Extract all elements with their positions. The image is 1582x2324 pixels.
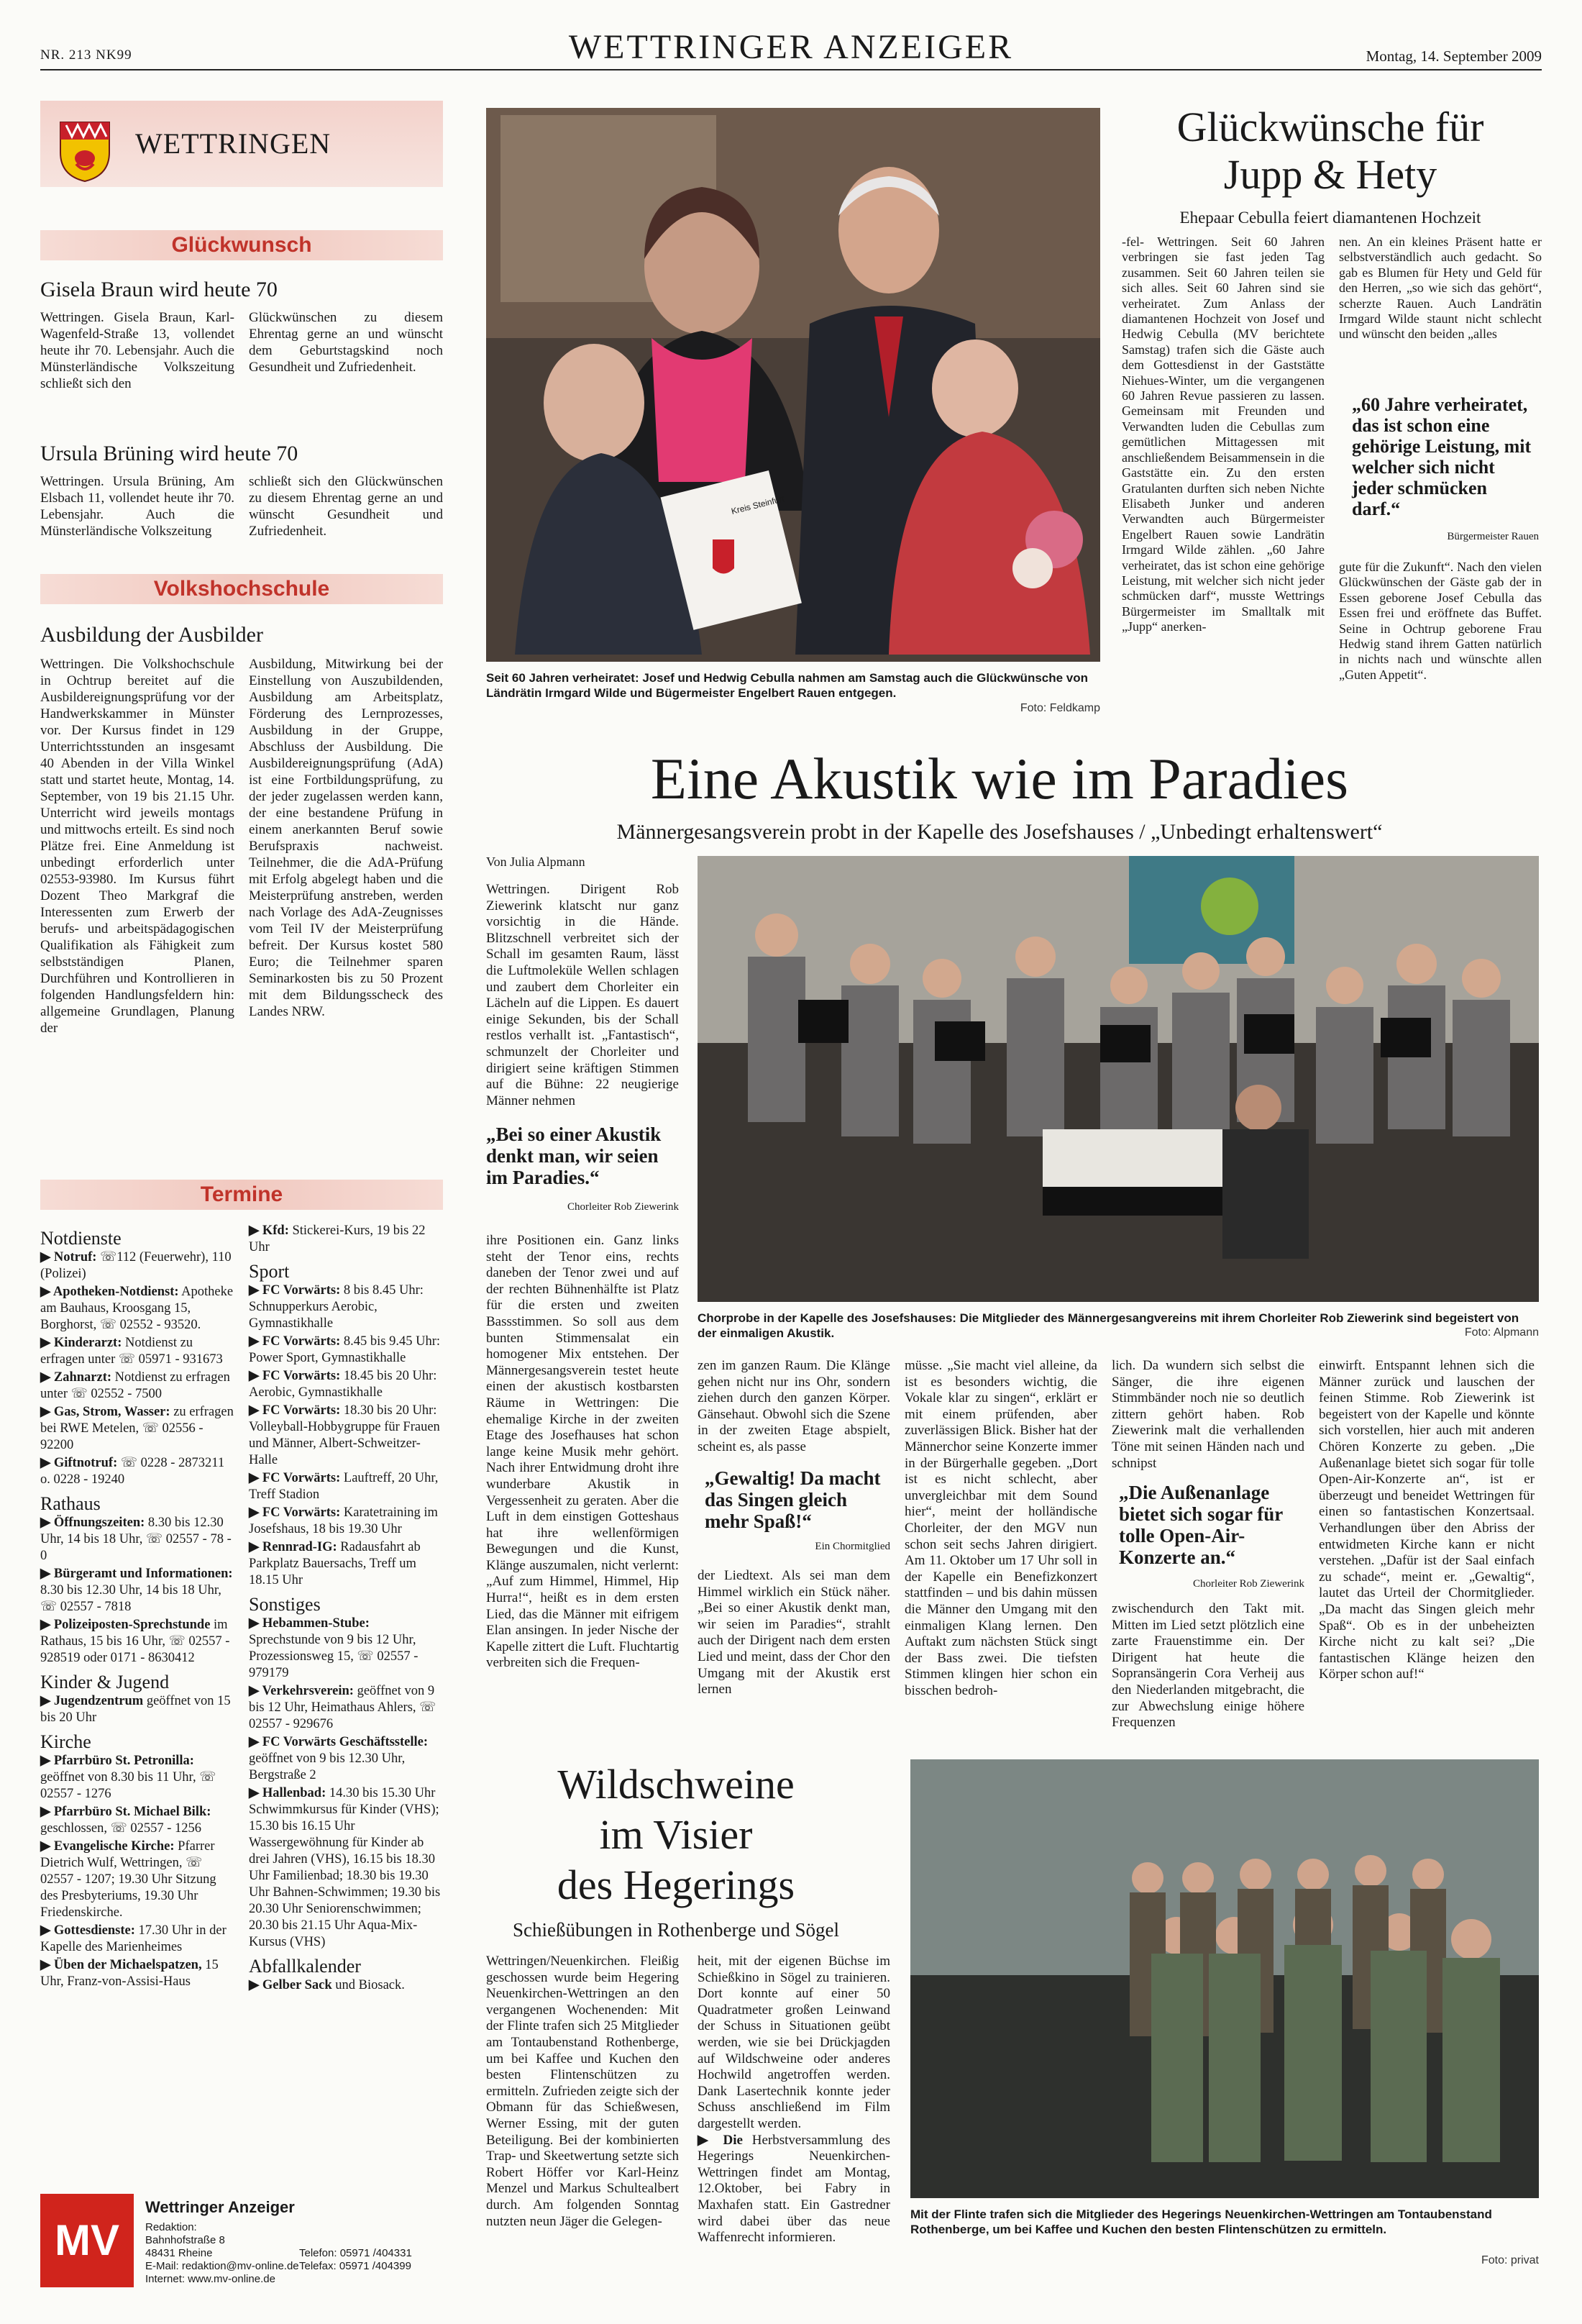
masthead-rule	[40, 69, 1542, 70]
termine-entry-text: Sprechstunde von 9 bis 12 Uhr, Prozessionsweg 15, ☏ 02557 - 979179	[249, 1633, 419, 1680]
termine-entry-text: Karatetraining im Josefshaus, 18 bis 19.30 Uhr	[249, 1505, 438, 1536]
vhs-headline: Ausbildung der Ausbilder	[40, 623, 263, 647]
anniversary-text-col2a: nen. An ein kleines Präsent hatte er selbstverständlich auch gedacht. So gab es Blumen für Hety und Geld für den Herren, „so wie sich das gehört“, scherzte Rauen. Auch Landrätin Irmgard Wilde staunt nicht schlecht und wünscht den beiden „alles	[1339, 234, 1542, 342]
termine-heading: Kirche	[40, 1731, 91, 1752]
choir-caption-text: Chorprobe in der Kapelle des Josefshauses: Die Mitglieder des Männergesangvereins mit ihrem Chorleiter Rob Ziewerink sind begeistert von der einmaligen Akustik.	[698, 1311, 1519, 1340]
termine-entry-label: ▶ Rennrad-IG:	[249, 1540, 337, 1554]
address-line: Bahnhofstraße 8	[145, 2234, 225, 2246]
termine-entry	[249, 1282, 443, 1332]
fax-number: Telefax: 05971 /404399	[299, 2260, 411, 2272]
termine-entry-text: geöffnet von 9 bis 12.30 Uhr, Bergstraße 2	[249, 1751, 406, 1782]
akustik-quote-1: „Bei so einer Akustik denkt man, wir seien im Paradies.“	[486, 1124, 662, 1188]
termine-entry-text: im Rathaus, 15 bis 16 Uhr, ☏ 02557 - 928519 oder 0171 - 8630412	[40, 1618, 230, 1665]
termine-entry-text: 8 bis 8.45 Uhr: Schnupperkurs Aerobic, Gymnastikhalle	[249, 1283, 424, 1331]
termine-entry-label: ▶ Kfd:	[249, 1223, 289, 1238]
town-header	[40, 101, 443, 187]
hegering-bullet: ▶ Die	[698, 2132, 743, 2148]
termine-entry	[249, 1539, 443, 1589]
termine-entry	[249, 1223, 443, 1256]
termine-entry-text: Stickerei-Kurs, 19 bis 22 Uhr	[249, 1223, 426, 1254]
termine-entry-label: ▶ Polizeiposten-Sprechstunde	[40, 1618, 211, 1632]
publisher-contact	[299, 2247, 412, 2273]
termine-entry-label: ▶ Pfarrbüro St. Petronilla:	[40, 1754, 194, 1768]
termine-entry	[40, 1455, 234, 1488]
birthday-text-1b: Glückwünschen zu diesem Ehrentag gerne an und wünscht dem Geburtstagskind noch Gesundheit und Zufriedenheit.	[249, 310, 443, 375]
issue-number: NR. 213 NK99	[40, 47, 132, 63]
termine-entry	[40, 1957, 234, 1990]
termine-entry	[40, 1284, 234, 1334]
termine-entry-label: ▶ Bürgeramt und Informationen:	[40, 1567, 233, 1581]
termine-entry-label: ▶ FC Vorwärts Geschäftsstelle:	[249, 1735, 429, 1749]
termine-entry-text: Apotheke am Bauhaus, Kroosgang 15, Borghorst, ☏ 02552 - 93520.	[40, 1285, 234, 1332]
hegering-text-col2	[698, 1954, 890, 2246]
termine-entry-text: Pfarrer Dietrich Wulf, Wettringen, ☏ 02557 - 1207; 19.30 Uhr Sitzung des Presbyteriums, 19.30 Uhr Friedenskirche.	[40, 1839, 216, 1920]
termine-entry-text: ☏ 0228 - 2873211 o. 0228 - 19240	[40, 1456, 225, 1487]
akustik-text-col4b: zwischendurch den Takt mit. Mitten im Lied setzt plötzlich eine zarte Frauenstimme ein. Der Dirigent hat heute die Sopransängerin Cora Verheij aus den Niederlanden mitgebracht, die zur Abwechslung einige höhere Frequenzen	[1112, 1601, 1304, 1731]
termine-entry-text: und Biosack.	[332, 1978, 405, 1992]
termine-entry	[249, 1977, 443, 1994]
termine-entry-label: ▶ FC Vorwärts:	[249, 1471, 341, 1485]
hegering-headline-line2: im Visier	[599, 1811, 753, 1858]
termine-entry	[40, 1838, 234, 1921]
hegering-headline	[460, 1759, 892, 1910]
akustik-subtitle: Männergesangsverein probt in der Kapelle des Josefshauses / „Unbedingt erhaltenswert“	[616, 820, 1383, 844]
paper-name: WETTRINGER ANZEIGER	[568, 28, 1014, 66]
publisher-address	[145, 2221, 299, 2286]
termine-heading: Sport	[249, 1261, 290, 1282]
mv-logo: MV	[40, 2194, 134, 2287]
termine-entry-label: ▶ Üben der Michaelspatzen,	[40, 1958, 202, 1972]
termine-entry	[249, 1470, 443, 1503]
termine-entry-label: ▶ Notruf:	[40, 1250, 97, 1264]
anniversary-text-col2b: gute für die Zukunft“. Nach den vielen Glückwünschen der Gäste gab der in Essen geborene Josef Cebulla das Essen frei und eröffnete das Buffet. Seine in Ochtrup geborene Frau Hedwig stand ihrem Gatten natürlich in nichts nach und wünschte allen „Guten Appetit“.	[1339, 560, 1542, 682]
termine-entry-text: geschlossen, ☏ 02557 - 1256	[40, 1821, 202, 1836]
termine-entry	[40, 1404, 234, 1454]
certificate-label: Kreis Steinfurt	[730, 493, 785, 516]
termine-entry-label: ▶ FC Vorwärts:	[249, 1403, 341, 1418]
termine-entry-label: ▶ Hebammen-Stube:	[249, 1616, 370, 1631]
termine-entry	[249, 1785, 443, 1951]
hegering-caption-text: Mit der Flinte trafen sich die Mitglieder des Hegerings Neuenkirchen-Wettringen am Tontaubenstand Rothenberge, um bei Kaffee und Kuchen den besten Flintenschützen zu ermitteln.	[910, 2207, 1492, 2236]
termine-entry-text: zu erfragen bei RWE Metelen, ☏ 02556 - 92200	[40, 1405, 234, 1452]
anniversary-text-col1: -fel- Wettringen. Seit 60 Jahren verbringen sie fast jeden Tag zusammen. Seit 60 Jahren teilen sie sich alles. Seit 60 Jahren sind sie verheiratet. Zum Anlass der diamantenen Hochzeit von Josef und Hedwig Cebulla (MV berichtete Samstag) trafen sich die Gäste auch dem Gottesdienst in der Gaststätte Niehues-Winter, um die vergangenen 60 Jahren Revue passieren zu lassen. Gemeinsam mit Freunden und Verwandten luden die Cebullas zum gemütlichen Mittagessen mit anschließendem Beisammensein in die Gaststätte ein. Zu den ersten Gratulanten durften sich neben Nichte Elisabeth Junker und anderen Verwandten auch Bürgermeister Engelbert Rauen sowie Landrätin Irmgard Wilde zählen. „60 Jahre verheiratet, das ist schon eine gehörige Leistung, mit welcher sich nicht jeder schmücken darf“, musste Wettrings Bürgermeister im Smalltalk mit „Jupp“ anerken-	[1122, 234, 1325, 634]
address-line: Redaktion:	[145, 2221, 197, 2233]
termine-entry-label: ▶ Gottesdienste:	[40, 1923, 135, 1938]
akustik-text-col2: zen im ganzen Raum. Die Klänge gehen nicht nur ins Ohr, sondern ziehen durch den ganzen Körper. Gänsehaut. Obwohl sich die Szene in der zweiten Etage abspielt, scheint es, als passe	[698, 1358, 890, 1454]
anniversary-photo	[486, 108, 1100, 662]
termine-entry-label: ▶ Kinderarzt:	[40, 1336, 122, 1350]
choir-photo	[698, 856, 1539, 1302]
masthead	[0, 0, 1582, 72]
anniversary-photo-credit: Foto: Feldkamp	[1020, 702, 1100, 714]
akustik-text-col4: lich. Da wundern sich selbst die Sänger, die ihre eigenen Stimmbänder noch nie so deutlich zittern gehört haben. Rob Ziewerink malt die verhallenden Töne mit seinen Händen nach und schnipst	[1112, 1358, 1304, 1471]
termine-entry-label: ▶ Hallenbad:	[249, 1786, 326, 1800]
termine-entry-text: 15 Uhr, Franz-von-Assisi-Haus	[40, 1958, 219, 1989]
akustik-quote-2-source: Ein Chormitglied	[815, 1541, 890, 1552]
termine-entry	[40, 1566, 234, 1616]
anniversary-headline	[1122, 104, 1539, 199]
akustik-intro: Wettringen. Dirigent Rob Ziewerink klatscht nur ganz vorsichtig in die Hände. Blitzschnell verbreitet sich der Schall im gesamten Raum, lässt die Luftmoleküle Wellen schlagen und zaubert dem Chorleiter ein Lächeln auf die Lippen. Es dauert einige Sekunden, bis der Schall restlos verhallt ist. „Fantastisch“, schmunzelt der Chorleiter und dirigiert seine kräftigen Stimmen auf die Bühne: 22 neugierige Männer nehmen	[486, 882, 679, 1108]
website-link[interactable]: Internet: www.mv-online.de	[145, 2273, 275, 2285]
section-glueckwunsch: Glückwunsch	[40, 230, 443, 260]
vhs-text-b: Ausbildung, Mitwirkung bei der Einstellung von Auszubildenden, Ausbildung am Arbeitsplatz, Förderung des Lernprozesses, Ausbildung in der Gruppe, Abschluss der Ausbildung. Die Ausbildereignungsprüfung (AdA) ist eine Fortbildungsprüfung, zu der jeder zugelassen werden kann, der eine bestandene Prüfung in einem anerkannten Beruf sowie Berufspraxis nachweist. Teilnehmer, die die AdA-Prüfung mit Erfolg abgelegt haben und die Meisterprüfung anstreben, werden nach Vorlage des AdA-Zeugnisses vom Teil IV der Meisterprüfung befreit. Der Kursus kostet 580 Euro; die Teilnehmer sparen Seminarkosten bis zu 50 Prozent mit dem Bildungsscheck des Landes NRW.	[249, 657, 443, 1019]
termine-entry-text: Lauftreff, 20 Uhr, Treff Stadion	[249, 1471, 439, 1502]
birthday-headline-1: Gisela Braun wird heute 70	[40, 278, 278, 301]
anniversary-quote: „60 Jahre verheiratet, das ist schon eine gehörige Leistung, mit welcher sich nicht jeder schmücken darf.“	[1352, 394, 1532, 519]
publisher-box	[40, 2194, 443, 2287]
termine-entry	[40, 1249, 234, 1282]
termine-entry-label: ▶ FC Vorwärts:	[249, 1334, 341, 1349]
hegering-caption	[910, 2207, 1539, 2237]
termine-entry	[40, 1804, 234, 1837]
termine-entry-label: ▶ Zahnarzt:	[40, 1370, 112, 1385]
termine-entry-text: Notdienst zu erfragen unter ☏ 05971 - 931673	[40, 1336, 223, 1367]
termine-entry	[40, 1923, 234, 1956]
termine-heading: Abfallkalender	[249, 1956, 361, 1977]
termine-entry-text: geöffnet von 9 bis 12 Uhr, Heimathaus Ahlers, ☏ 02557 - 929676	[249, 1684, 436, 1731]
termine-entry	[40, 1753, 234, 1803]
birthday-text-1a: Wettringen. Gisela Braun, Karl-Wagenfeld-Straße 13, vollendet heute ihr 70. Lebensjahr. Auch die Münsterländische Volkszeitung schließt sich den	[40, 310, 234, 391]
hegering-text-col2b: Herbstversammlung des Hegerings Neuenkirchen-Wettringen findet am Montag, 12.Oktober, bei Fabry in Maxhafen statt. Ein Gastredner wird dabei über das neue Waffenrecht informieren.	[698, 2132, 891, 2246]
hegering-text-col1: Wettringen/Neuenkirchen. Fleißig geschossen wurde beim Hegering Neuenkirchen-Wettringen an den vergangenen Wochenenden: Mit der Flinte trafen sich 25 Mitglieder am Tontaubenstand Rothenberge, um bei Kaffee und Kuchen den besten Flintenschützen zu ermitteln. Zufrieden zeigte sich der Obmann für das Schießwesen, Werner Essing, mit der guten Beteiligung. Bei der kombinierten Trap- und Skeetwertung setzte sich Robert Höffer vor Karl-Heinz Menzel und Markus Schultealbert durch. Am folgenden Sonntag nutzten neun Jäger die Gelegen-	[486, 1954, 679, 2229]
akustik-quote-3: „Die Außenanlage bietet sich sogar für tolle Open-Air-Konzerte an.“	[1119, 1482, 1283, 1568]
hegering-headline-line3: des Hegerings	[557, 1862, 795, 1908]
anniversary-photo-drawing	[486, 108, 1100, 662]
termine-entry	[40, 1617, 234, 1667]
choir-photo-drawing	[698, 856, 1539, 1302]
termine-entry-text: 8.45 bis 9.45 Uhr: Power Sport, Gymnastikhalle	[249, 1334, 441, 1365]
termine-heading: Sonstiges	[249, 1594, 321, 1615]
birthday-text-2a: Wettringen. Ursula Brüning, Am Elsbach 11, vollendet heute ihr 70. Lebensjahr. Auch die Münsterländische Volkszeitung	[40, 474, 234, 539]
hegering-headline-line1: Wildschweine	[557, 1761, 795, 1808]
termine-entry-text: 18.30 bis 20 Uhr: Volleyball-Hobbygruppe für Frauen und Männer, Albert-Schweitzer-Halle	[249, 1403, 440, 1467]
local-news-column	[40, 101, 443, 2187]
termine-entry	[40, 1693, 234, 1726]
choir-photo-credit: Foto: Alpmann	[1464, 1326, 1539, 1339]
termine-entry	[249, 1368, 443, 1401]
termine-entry	[249, 1403, 443, 1469]
anniversary-caption-text: Seit 60 Jahren verheiratet: Josef und Hedwig Cebulla nahmen am Samstag auch die Glückwünsche von Ländrätin Irmgard Wilde und Bügermeister Engelbert Rauen entgegen.	[486, 671, 1089, 700]
termine-entry-text: 18.45 bis 20 Uhr: Aerobic, Gymnastikhalle	[249, 1369, 437, 1400]
termine-entry-label: ▶ Pfarrbüro St. Michael Bilk:	[40, 1805, 211, 1819]
termine-entry-text: Notdienst zu erfragen unter ☏ 02552 - 7500	[40, 1370, 230, 1401]
termine-entry-label: ▶ Gelber Sack	[249, 1978, 332, 1992]
birthday-text-2b: schließt sich den Glückwünschen zu diesem Ehrentag gerne an und wünscht Gesundheit und Zufriedenheit.	[249, 474, 443, 539]
termine-entry-label: ▶ Apotheken-Notdienst:	[40, 1285, 179, 1299]
termine-entry-text: 8.30 bis 12.30 Uhr, 14 bis 18 Uhr, ☏ 02557 - 78 - 0	[40, 1516, 232, 1563]
anniversary-headline-line1: Glückwünsche für	[1176, 104, 1484, 150]
termine-entry	[249, 1683, 443, 1733]
termine-entry-label: ▶ FC Vorwärts:	[249, 1369, 341, 1383]
termine-entry-text: ☏112 (Feuerwehr), 110 (Polizei)	[40, 1250, 232, 1281]
hegering-subtitle: Schießübungen in Rothenberge und Sögel	[513, 1919, 839, 1941]
termine-entry	[40, 1515, 234, 1564]
termine-list-left	[40, 1223, 234, 1992]
town-crest-icon	[59, 121, 111, 183]
akustik-text-col1b: ihre Positionen ein. Ganz links steht der Tenor eins, rechts daneben der Tenor zwei und auf der rechten Bühnenhälfte ist Platz für die ersten und zweiten Bassstimmen. So soll aus dem bunten Stimmensalat ein homogener Mix entstehen. Der Männergesangsverein testet heute einen der akustisch kostbarsten Räume in Wettringen: Die ehemalige Kirche in der zweiten Etage des Josefhauses hat schon lange keine Musik mehr gehört. Nach ihrer Entwidmung droht ihre wunderbare Akustik in Vergessenheit zu geraten. Aber die Luft in dem einstigen Gotteshaus hat ihre wellenförmigen Bewegungen und die Kunst, Klänge auszumalen, nicht verlernt: „Auf zum Himmel, Himmel, Hip Hurra!“, heißt es in dem ersten Lied, das die Männer mit eifrigem Elan ansingen. In jeder Nische der Kapelle zittert die Luft. Fluchtartig verbreiten sich die Frequen-	[486, 1233, 679, 1671]
termine-entry-label: ▶ Jugendzentrum	[40, 1694, 144, 1708]
termine-heading: Rathaus	[40, 1493, 101, 1514]
town-name: WETTRINGEN	[135, 127, 332, 160]
termine-entry-text: 14.30 bis 15.30 Uhr Schwimmkursus für Kinder (VHS); 15.30 bis 16.15 Uhr Wassergewöhnung für Kinder ab drei Jahren (VHS), 16.15 bis 18.30 Uhr Familienbad; 18.30 bis 19.30 Uhr Bahnen-Schwimmen; 19.30 bis 20.30 Uhr Seniorenschwimmen; 20.30 bis 21.15 Uhr Aqua-Mix-Kursus (VHS)	[249, 1786, 441, 1949]
termine-entry-label: ▶ Giftnotruf:	[40, 1456, 118, 1470]
akustik-quote-3-source: Chorleiter Rob Ziewerink	[1193, 1578, 1304, 1590]
termine-entry-label: ▶ Öffnungszeiten:	[40, 1516, 145, 1530]
akustik-text-col3: müsse. „Sie macht viel alleine, da ist es besonders wichtig, die Vokale klar zu singen“, erklärt er mit einem prüfenden, aber zuverlässigen Blick. Bisher hat der Männerchor seine Konzerte immer in der Bürgerhalle gegeben. „Dort ist es nicht schlecht, aber unvergleichbar mit dem Sound hier“, meint der holländische Chorleiter, der den MGV nun schon seit sechs Jahren dirigiert. Am 11. Oktober um 17 Uhr soll in der Kapelle ein Benefizkonzert stattfinden – und bis dahin müssen die Männer den Umgang mit den einmaligen Klang lernen. Den Auftakt zum nächsten Stück singt der Bass zwei. Die tiefsten Stimmen klingen hier schon ein bisschen bedroh-	[905, 1358, 1097, 1698]
email-link[interactable]: E-Mail: redaktion@mv-online.de	[145, 2260, 299, 2272]
termine-entry	[249, 1505, 443, 1538]
hegering-photo-drawing	[910, 1759, 1539, 2198]
termine-entry-label: ▶ Gas, Strom, Wasser:	[40, 1405, 170, 1419]
termine-entry-text: 8.30 bis 12.30 Uhr, 14 bis 18 Uhr, ☏ 02557 - 7818	[40, 1583, 221, 1614]
termine-entry-text: geöffnet von 8.30 bis 11 Uhr, ☏ 02557 - 1276	[40, 1770, 216, 1801]
termine-heading: Kinder & Jugend	[40, 1672, 170, 1692]
termine-entry-label: ▶ FC Vorwärts:	[249, 1283, 341, 1298]
termine-heading: Notdienste	[40, 1228, 122, 1249]
akustik-text-col2b: der Liedtext. Als sei man dem Himmel wirklich ein Stück näher. „Bei so einer Akustik denkt man, wir seien im Paradies“, strahlt auch der Dirigent nach dem ersten Lied und meint, dass der Chor den Umgang mit der Akustik erst lernen	[698, 1568, 890, 1698]
issue-date: Montag, 14. September 2009	[1366, 47, 1542, 65]
anniversary-quote-source: Bürgermeister Rauen	[1447, 531, 1539, 542]
birthday-headline-2: Ursula Brüning wird heute 70	[40, 442, 298, 465]
hegering-photo	[910, 1759, 1539, 2198]
anniversary-subtitle: Ehepaar Cebulla feiert diamantenen Hochzeit	[1179, 209, 1481, 227]
section-termine: Termine	[40, 1180, 443, 1210]
anniversary-caption	[486, 670, 1100, 701]
termine-entry	[249, 1616, 443, 1682]
termine-entry	[40, 1370, 234, 1403]
akustik-headline: Eine Akustik wie im Paradies	[650, 746, 1349, 811]
akustik-quote-2: „Gewaltig! Da macht das Singen gleich mehr Spaß!“	[705, 1467, 881, 1532]
termine-list-right	[249, 1223, 443, 1995]
vhs-text-a: Wettringen. Die Volkshochschule in Ochtrup bereitet auf die Ausbildereignungsprüfung vor der Handwerkskammer in Münster vor. Der Kursus findet in 129 Unterrichtsstunden an insgesamt 40 Abenden in der Villa Winkel statt und startet heute, Montag, 14. September, von 19 bis 21.15 Uhr. Unterricht wird jeweils montags und mittwochs erteilt. Es sind noch Plätze frei. Eine Anmeldung ist unbedingt erforderlich unter 02553-93980. Im Kursus führt Dozent Theo Markgraf die Interessenten zum Erwerb der berufs- und arbeitspädagogischen Qualifikation als Fähigkeit zum selbstständigen Planen, Durchführen und Kontrollieren in folgenden Handlungsfeldern hin: allgemeine Grundlagen, Planung der	[40, 657, 234, 1036]
hegering-text-col2a: heit, mit der eigenen Büchse im Schießkino in Sögel zu trainieren. Dort konnte auf einer 50 Quadratmeter großen Leinwand der Schuss in Situationen geübt werden, wie sie bei Drückjagden auf Wildschweine oder anderes Hochwild angetroffen werden. Dank Lasertechnik konnte jeder Schuss anschließend im Film dargestellt werden.	[698, 1954, 890, 2131]
termine-entry	[249, 1334, 443, 1367]
termine-entry	[40, 1335, 234, 1368]
termine-entry-label: ▶ Evangelische Kirche:	[40, 1839, 175, 1854]
termine-entry-label: ▶ FC Vorwärts:	[249, 1505, 341, 1520]
publisher-name: Wettringer Anzeiger	[145, 2198, 295, 2216]
address-line: 48431 Rheine	[145, 2247, 213, 2259]
section-vhs: Volkshochschule	[40, 574, 443, 604]
termine-entry-text: 17.30 Uhr in der Kapelle des Marienheimes	[40, 1923, 227, 1954]
akustik-quote-1-source: Chorleiter Rob Ziewerink	[567, 1201, 679, 1213]
akustik-text-col5: einwirft. Entspannt lehnen sich die Männer zurück und lauschen der feinen Stimme. Rob Ziewerink ist begeistert von der Kapelle und könnte sich vorstellen, hier auch mit anderen Chören Konzerte zu geben. „Die Außenanlage bietet sich sogar für tolle Open-Air-Konzerte an“, ist er überzeugt und beneidet Wettringen für einen so fantastischen Konzertsaal. Verhandlungen über den Abriss der entwidmeten Kirche kann er nicht verstehen. „Dafür ist der Saal einfach zu schade“, meint er. „Gewaltig“, lautet das Urteil der Chormitglieder. „Da macht das Singen gleich mehr Spaß“. Ob es in der unbeheizten Kirche nicht zu kalt sei? „Die fantastischen Klänge heizen den Körper schon auf!“	[1319, 1358, 1535, 1682]
termine-entry-text: Radausfahrt ab Parkplatz Bauersachs, Treff um 18.15 Uhr	[249, 1540, 421, 1587]
phone-number: Telefon: 05971 /404331	[299, 2247, 412, 2259]
hegering-photo-credit: Foto: privat	[1481, 2254, 1539, 2266]
termine-entry	[249, 1734, 443, 1784]
anniversary-headline-line2: Jupp & Hety	[1223, 151, 1437, 198]
akustik-byline: Von Julia Alpmann	[486, 855, 585, 869]
termine-entry-label: ▶ Verkehrsverein:	[249, 1684, 354, 1698]
termine-entry-text: geöffnet von 15 bis 20 Uhr	[40, 1694, 231, 1725]
